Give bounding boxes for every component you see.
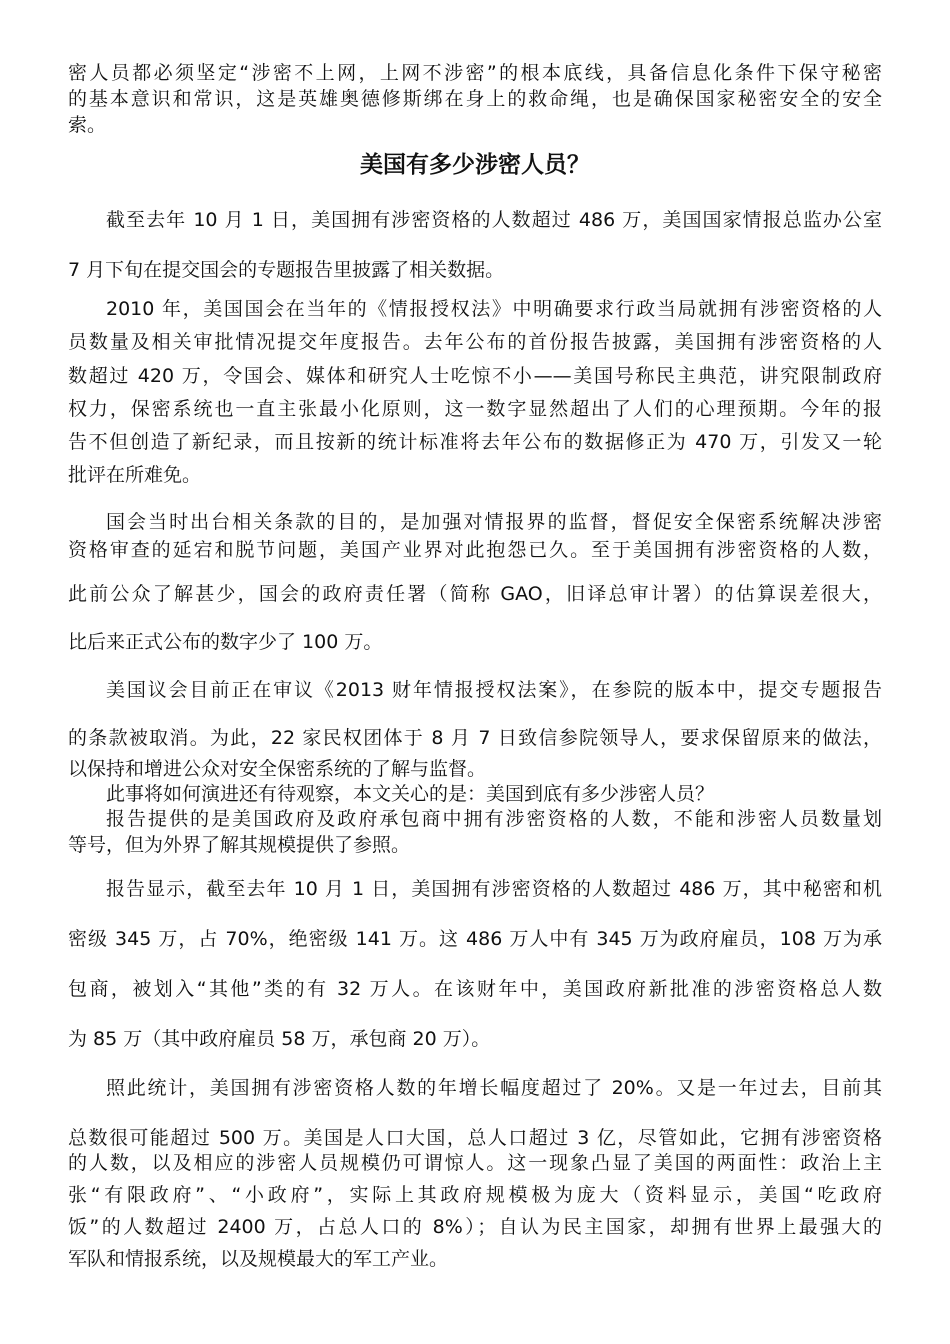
text-line: 比后来正式公布的数字少了 100 万。	[68, 631, 383, 653]
paragraph-3-continued	[68, 570, 882, 666]
text-line: 密级 345 万，占 70%，绝密级 141 万。这 486 万人中有 345 万为政府雇员，108 万为承	[68, 928, 882, 950]
text-line: 照此统计，美国拥有涉密资格人数的年增长幅度超过了 20%。又是一年过去，目前其	[106, 1077, 882, 1099]
text-line: 报告显示，截至去年 10 月 1 日，美国拥有涉密资格的人数超过 486 万，其中秘密和机	[106, 878, 882, 900]
text-line: 等号，但为外界了解其规模提供了参照。	[68, 834, 411, 856]
text-line: 7 月下旬在提交国会的专题报告里披露了相关数据。	[68, 259, 505, 281]
text-line: 密人员都必须坚定“涉密不上网，上网不涉密”的根本底线，具备信息化条件下保守秘密	[68, 62, 882, 84]
paragraph-1	[68, 195, 882, 295]
text-line: 资格审查的延宕和脱节问题，美国产业界对此抱怨已久。至于美国拥有涉密资格的人数，	[68, 539, 882, 561]
text-line: 2010 年，美国国会在当年的《情报授权法》中明确要求行政当局就拥有涉密资格的人	[106, 298, 882, 320]
paragraph-2	[68, 293, 882, 493]
text-line: 张“有限政府”、“小政府”，实际上其政府规模极为庞大（资料显示，美国“吃政府	[68, 1184, 882, 1206]
paragraph-3	[68, 508, 882, 564]
intro-paragraph	[68, 60, 882, 138]
text-line: 批评在所难免。	[68, 464, 202, 487]
text-line: 为 85 万（其中政府雇员 58 万，承包商 20 万）。	[68, 1028, 491, 1050]
text-line: 告不但创造了新纪录，而且按新的统计标准将去年公布的数据修正为 470 万，引发又一轮	[68, 431, 882, 454]
text-line: 此前公众了解甚少，国会的政府责任署（简称 GAO，旧译总审计署）的估算误差很大，	[68, 583, 882, 605]
paragraph-4-end	[68, 756, 882, 782]
text-line: 以保持和增进公众对安全保密系统的了解与监督。	[68, 758, 487, 780]
paragraph-6	[68, 806, 882, 858]
text-line: 索。	[68, 114, 107, 136]
paragraph-7	[68, 864, 882, 1064]
text-line: 员数量及相关审批情况提交年度报告。去年公布的首份报告披露，美国拥有涉密资格的人	[68, 331, 882, 354]
section-title: 美国有多少涉密人员？	[360, 152, 590, 178]
text-line: 国会当时出台相关条款的目的，是加强对情报界的监督，督促安全保密系统解决涉密	[106, 511, 882, 533]
text-line: 军队和情报系统，以及规模最大的军工产业。	[68, 1248, 449, 1270]
paragraph-5	[68, 781, 882, 807]
text-line: 饭”的人数超过 2400 万，占总人口的 8%）；自认为民主国家，却拥有世界上最强大的	[68, 1216, 882, 1238]
text-line: 总数很可能超过 500 万。美国是人口大国，总人口超过 3 亿，尽管如此，它拥有涉密资格	[68, 1127, 882, 1149]
text-line: 此事将如何演进还有待观察，本文关心的是：美国到底有多少涉密人员？	[106, 783, 715, 805]
text-line: 截至去年 10 月 1 日，美国拥有涉密资格的人数超过 486 万，美国国家情报总监办公室	[106, 209, 882, 231]
text-line: 的条款被取消。为此，22 家民权团体于 8 月 7 日致信参院领导人，要求保留原来的做法，	[68, 727, 882, 749]
paragraph-4	[68, 666, 882, 762]
text-line: 美国议会目前正在审议《2013 财年情报授权法案》，在参院的版本中，提交专题报告	[106, 679, 882, 701]
text-line: 报告提供的是美国政府及政府承包商中拥有涉密资格的人数，不能和涉密人员数量划	[106, 808, 882, 830]
paragraph-8-continued	[68, 1147, 882, 1275]
text-line: 的人数，以及相应的涉密人员规模仍可谓惊人。这一现象凸显了美国的两面性：政治上主	[68, 1152, 882, 1174]
text-line: 的基本意识和常识，这是英雄奥德修斯绑在身上的救命绳，也是确保国家秘密安全的安全	[68, 88, 882, 110]
text-line: 权力，保密系统也一直主张最小化原则，这一数字显然超出了人们的心理预期。今年的报	[68, 397, 882, 420]
text-line: 数超过 420 万，令国会、媒体和研究人士吃惊不小——美国号称民主典范，讲究限制政府	[68, 364, 882, 387]
text-line: 包商，被划入“其他”类的有 32 万人。在该财年中，美国政府新批准的涉密资格总人数	[68, 978, 882, 1000]
